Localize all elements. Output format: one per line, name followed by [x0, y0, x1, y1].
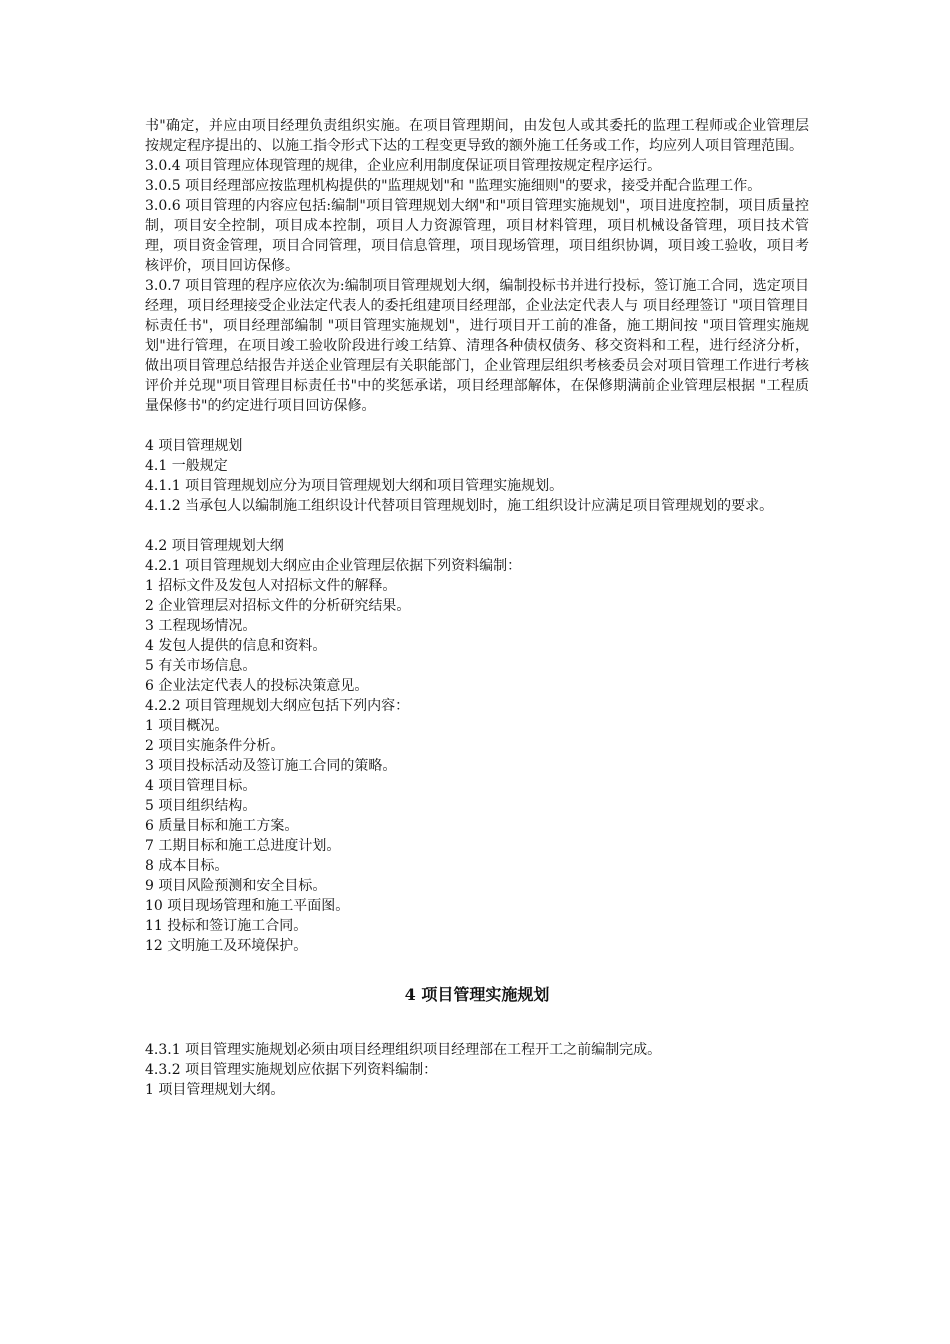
paragraph: 4 项目管理目标。 [145, 778, 257, 794]
paragraph: 4.2.2 项目管理规划大纲应包括下列内容： [145, 698, 410, 714]
tail-text [145, 1040, 809, 1100]
paragraph: 4.3.1 项目管理实施规划必须由项目经理组织项目经理部在工程开工之前编制完成。 [145, 1042, 662, 1058]
document-page [145, 116, 809, 1100]
blank-line [145, 416, 809, 436]
paragraph: 2 企业管理层对招标文件的分析研究结果。 [145, 598, 411, 614]
paragraph: 5 项目组织结构。 [145, 798, 257, 814]
paragraph: 11 投标和签订施工合同。 [145, 918, 308, 934]
paragraph: 4.1 一般规定 [145, 458, 228, 474]
blank-line [145, 516, 809, 536]
paragraph: 4.2.1 项目管理规划大纲应由企业管理层依据下列资料编制： [145, 558, 522, 574]
paragraph: 1 项目概况。 [145, 718, 229, 734]
paragraph: 5 有关市场信息。 [145, 658, 257, 674]
paragraph: 4 发包人提供的信息和资料。 [145, 638, 327, 654]
paragraph: 4.2 项目管理规划大纲 [145, 538, 284, 554]
paragraph: 6 质量目标和施工方案。 [145, 818, 299, 834]
paragraph: 4.3.2 项目管理实施规划应依据下列资料编制： [145, 1062, 438, 1078]
paragraph: 1 招标文件及发包人对招标文件的解释。 [145, 578, 397, 594]
paragraph: 3 工程现场情况。 [145, 618, 257, 634]
paragraph: 3.0.5 项目经理部应按监理机构提供的"监理规划"和 "监理实施细则"的要求，接受并配合监理工作。 [145, 178, 762, 194]
paragraph: 7 工期目标和施工总进度计划。 [145, 838, 341, 854]
paragraph: 书"确定，并应由项目经理负责组织实施。在项目管理期间，由发包人或其委托的监理工程师或企业管理层按规定程序提出的、以施工指令形式下达的工程变更导致的额外施工任务或工作，均应列人项目管理范围。 [145, 118, 809, 154]
paragraph: 4 项目管理规划 [145, 438, 243, 454]
paragraph: 6 企业法定代表人的投标决策意见。 [145, 678, 369, 694]
paragraph: 3.0.7 项目管理的程序应依次为:编制项目管理规划大纲，编制投标书并进行投标，签订施工合同，选定项目经理，项目经理接受企业法定代表人的委托组建项目经理部，企业法定代表人与 项目经理签订 "项目管理目标责任书"，项目经理部编制 "项目管理实施规划"，进行项目开工前的准备，施工期间按 "项目管理实施规划"进行管理，在项目竣工验收阶段进行竣工结算、清理各种债权债务、移交资料和工程，进行经济分析，做出项目管理总结报告并送企业管理层有关职能部门，企业管理层组织考核委员会对项目管理工作进行考核评价并兑现"项目管理目标责任书"中的奖惩承诺，项目经理部解体，在保修期满前企业管理层根据 "工程质量保修书"的约定进行项目回访保修。 [145, 278, 809, 414]
paragraph: 12 文明施工及环境保护。 [145, 938, 308, 954]
paragraph: 3.0.4 项目管理应体现管理的规律，企业应利用制度保证项目管理按规定程序运行。 [145, 158, 662, 174]
paragraph: 8 成本目标。 [145, 858, 229, 874]
section-heading: 4 项目管理实施规划 [404, 985, 550, 1004]
paragraph: 10 项目现场管理和施工平面图。 [145, 898, 350, 914]
paragraph: 2 项目实施条件分析。 [145, 738, 285, 754]
paragraph: 4.1.2 当承包人以编制施工组织设计代替项目管理规划时，施工组织设计应满足项目管理规划的要求。 [145, 498, 774, 514]
body-text [145, 116, 809, 956]
paragraph: 9 项目风险预测和安全目标。 [145, 878, 327, 894]
paragraph: 3 项目投标活动及签订施工合同的策略。 [145, 758, 397, 774]
paragraph: 3.0.6 项目管理的内容应包括:编制"项目管理规划大纲"和"项目管理实施规划"，项目进度控制，项目质量控制，项目安全控制，项目成本控制，项目人力资源管理，项目材料管理，项目机械设备管理，项目技术管理，项目资金管理，项目合同管理，项目信息管理，项目现场管理，项目组织协调，项目竣工验收，项目考核评价，项目回访保修。 [145, 198, 809, 274]
paragraph: 1 项目管理规划大纲。 [145, 1082, 285, 1098]
paragraph: 4.1.1 项目管理规划应分为项目管理规划大纲和项目管理实施规划。 [145, 478, 564, 494]
